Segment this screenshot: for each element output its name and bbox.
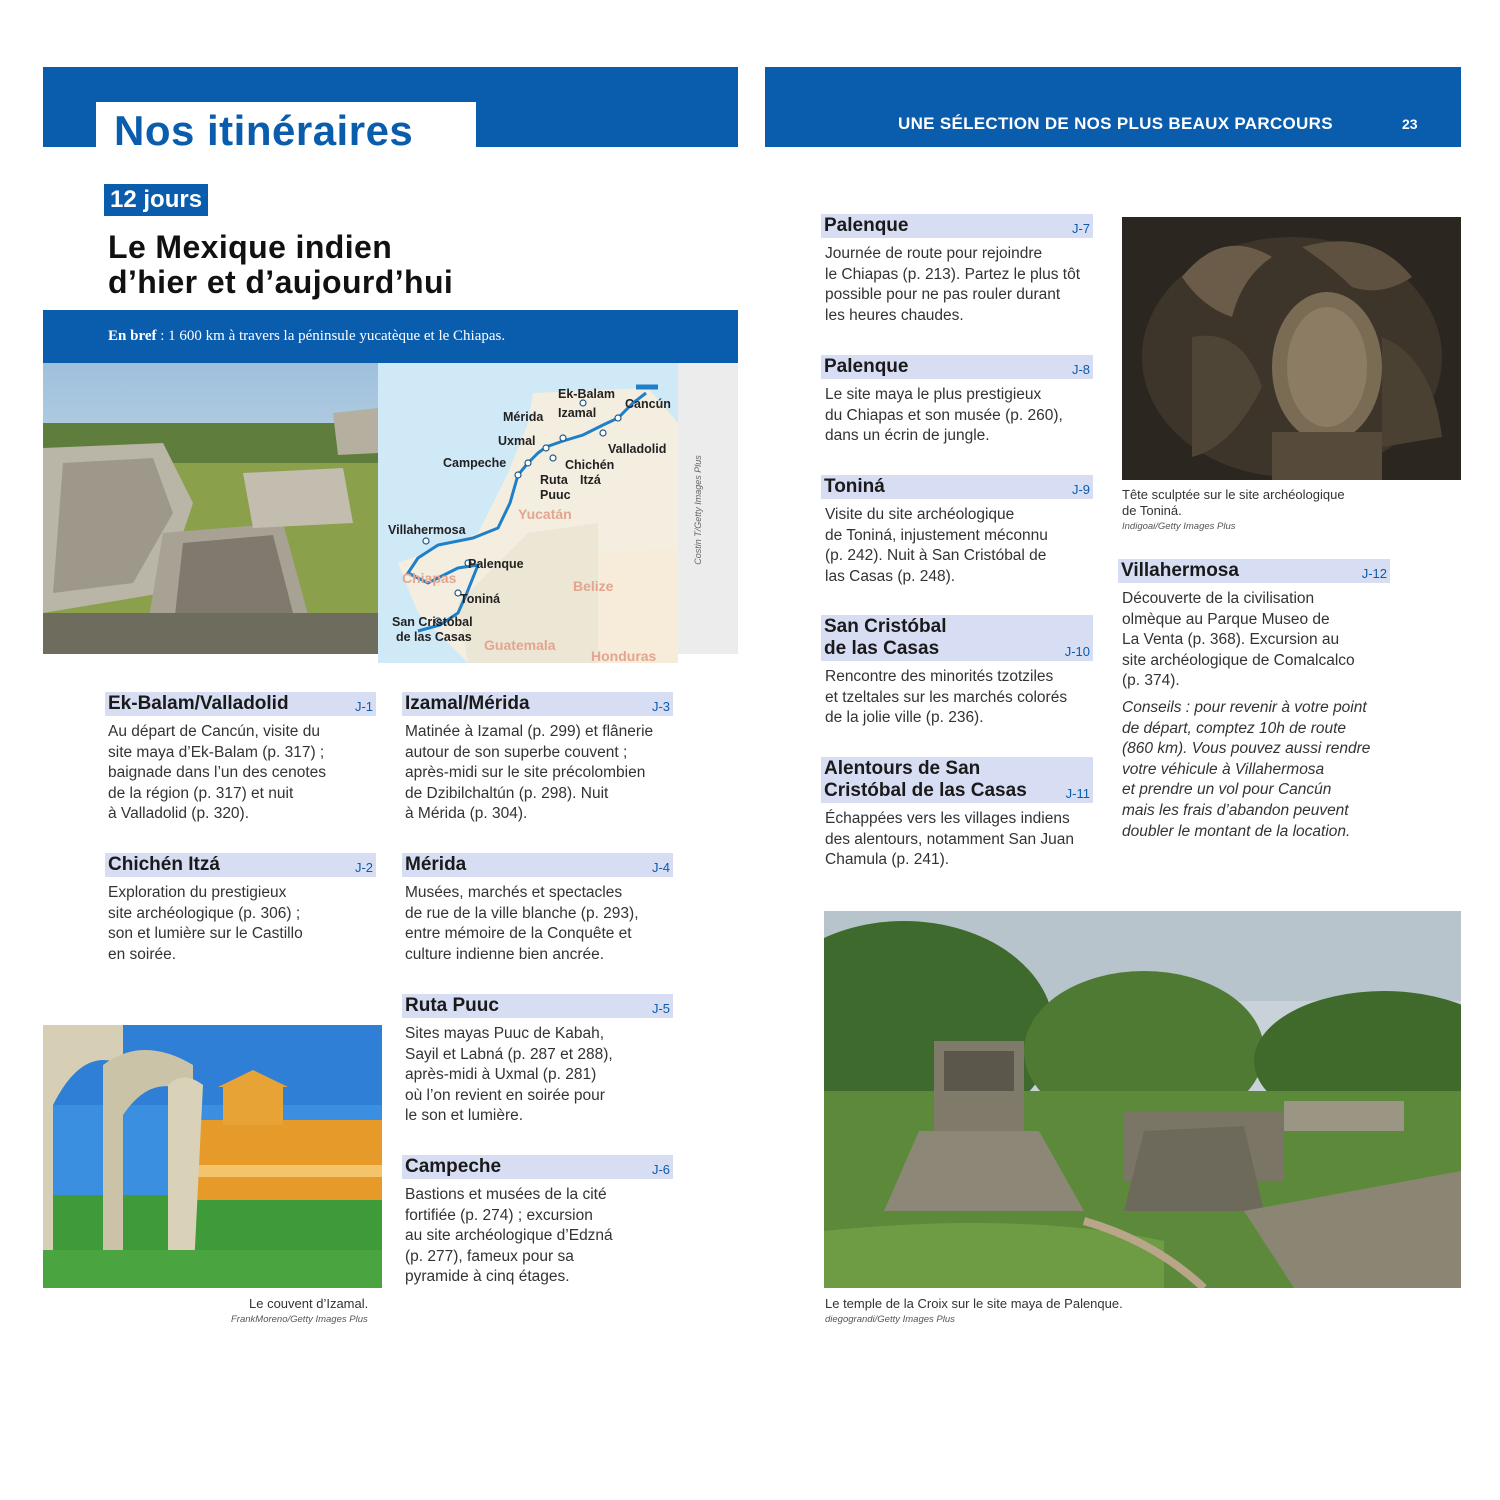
tips-line: doubler le montant de la location. — [1122, 822, 1351, 840]
day-line: le son et lumière. — [405, 1107, 524, 1125]
day-line: Le site maya le plus prestigieux — [825, 386, 1042, 403]
day-place: Palenque — [824, 215, 909, 236]
map-label-tonina: Toniná — [460, 592, 501, 606]
tips-line: Conseils : pour revenir à votre point — [1122, 699, 1367, 716]
day-description-j11 — [825, 809, 1074, 871]
day-place: Chichén Itzá — [108, 854, 220, 875]
day-place: Toniná — [824, 476, 885, 497]
map-label-campeche: Campeche — [443, 456, 507, 470]
photo-tonina-carved-head — [1122, 217, 1461, 480]
day-line: La Venta (p. 368). Excursion au — [1122, 631, 1340, 649]
day-line: Sayil et Labná (p. 287 et 288), — [405, 1045, 613, 1063]
izamal-illustration — [43, 1025, 382, 1288]
day-line: site archéologique de Comalcalco — [1122, 651, 1355, 669]
day-header-j2 — [105, 853, 376, 877]
day-description-j7 — [825, 244, 1080, 326]
map-label-izamal: Izamal — [558, 406, 597, 420]
day-line: (p. 242). Nuit à San Cristóbal de — [825, 547, 1047, 565]
day-description-j6 — [405, 1185, 613, 1288]
day-number: J-7 — [1071, 221, 1090, 236]
day-number: J-9 — [1071, 482, 1090, 497]
itinerary-title-line: d’hier et d’aujourd’hui — [108, 264, 454, 300]
tips-line: mais les frais d’abandon peuvent — [1122, 801, 1349, 819]
day-line: Au départ de Cancún, visite du — [108, 723, 320, 740]
day-line: Musées, marchés et spectacles — [405, 884, 623, 901]
day-line: fortifiée (p. 274) ; excursion — [405, 1206, 593, 1224]
day-line: Matinée à Izamal (p. 299) et flânerie — [405, 723, 654, 740]
map-label-ruta: Ruta — [540, 473, 568, 487]
mask-caption-line: Tête sculptée sur le site archéologique — [1122, 487, 1345, 502]
map-label-belize: Belize — [573, 578, 614, 594]
ruins-illustration — [43, 363, 378, 654]
map-label-chiapas: Chiapas — [402, 570, 457, 586]
day-line: autour de son superbe couvent ; — [405, 743, 628, 761]
day-line: après-midi à Uxmal (p. 281) — [405, 1066, 597, 1084]
day-line: des alentours, notamment San Juan — [825, 830, 1075, 848]
day-line: après-midi sur le site précolombien — [405, 764, 646, 782]
day-header-j12 — [1118, 559, 1390, 583]
header-band-right — [765, 67, 1461, 147]
day-number: J-6 — [651, 1162, 670, 1177]
day-line: de la région (p. 317) et nuit — [108, 784, 294, 802]
day-line: à Valladolid (p. 320). — [108, 805, 250, 823]
day-description-j10 — [825, 667, 1067, 729]
day-place-line: Alentours de San — [824, 758, 981, 779]
day-header-j9 — [821, 475, 1093, 499]
route-map — [378, 363, 678, 663]
map-label-ek-balam: Ek-Balam — [558, 387, 615, 401]
day-place: Izamal/Mérida — [405, 693, 530, 714]
map-label-merida: Mérida — [503, 410, 544, 424]
day-line: (p. 277), fameux pour sa — [405, 1247, 574, 1265]
day-description-j2 — [108, 883, 303, 965]
day-description-j1 — [108, 722, 326, 825]
day-place — [824, 616, 946, 660]
day-description-j9 — [825, 505, 1048, 587]
map-label-guatemala: Guatemala — [484, 637, 556, 653]
day-number: J-11 — [1065, 786, 1090, 801]
palenque-illustration — [824, 911, 1461, 1288]
map-credit-strip — [678, 363, 738, 654]
day-line: au site archéologique d’Edzná — [405, 1227, 613, 1245]
page-number: 23 — [1402, 116, 1418, 132]
day-line: dans un écrin de jungle. — [825, 427, 990, 445]
map-label-honduras: Honduras — [591, 648, 657, 663]
photo-ek-balam-ruins — [43, 363, 378, 654]
day-place: Mérida — [405, 854, 467, 875]
tips-line: de départ, comptez 10h de route — [1122, 719, 1347, 737]
photo-izamal-convent — [43, 1025, 382, 1288]
day-line: culture indienne bien ancrée. — [405, 945, 605, 963]
day-description-j3 — [405, 722, 653, 825]
day-place-line: San Cristóbal — [824, 616, 947, 637]
day-line: site archéologique (p. 306) ; — [108, 904, 301, 922]
mask-caption — [1122, 487, 1345, 519]
travel-tips — [1122, 698, 1370, 842]
header-subtitle: UNE SÉLECTION DE NOS PLUS BEAUX PARCOURS — [898, 114, 1333, 133]
day-line: (p. 374). — [1122, 672, 1180, 690]
day-line: son et lumière sur le Castillo — [108, 925, 303, 943]
day-place-line: de las Casas — [824, 638, 940, 659]
day-place-line: Cristóbal de las Casas — [824, 780, 1027, 801]
day-header-j5 — [402, 994, 673, 1018]
day-line: site maya d’Ek-Balam (p. 317) ; — [108, 743, 325, 761]
day-line: de Toniná, injustement méconnu — [825, 526, 1048, 544]
day-number: J-10 — [1064, 644, 1090, 659]
day-description-j8 — [825, 385, 1063, 447]
day-line: et tzeltales sur les marchés colorés — [825, 688, 1068, 706]
map-label-palenque: Palenque — [468, 557, 524, 571]
day-line: baignade dans l’un des cenotes — [108, 764, 327, 782]
day-number: J-8 — [1071, 362, 1090, 377]
day-header-j10 — [821, 615, 1093, 661]
itinerary-title-line: Le Mexique indien — [108, 229, 393, 265]
tips-line: (860 km). Vous pouvez aussi rendre — [1122, 740, 1371, 758]
day-line: Découverte de la civilisation — [1122, 590, 1315, 607]
day-header-j6 — [402, 1155, 673, 1179]
route-map-drawing — [378, 363, 678, 663]
day-place — [824, 758, 1027, 802]
day-place: Campeche — [405, 1156, 502, 1177]
day-line: où l’on revient en soirée pour — [405, 1086, 605, 1104]
day-header-j8 — [821, 355, 1093, 379]
mask-credit: Indigoai/Getty Images Plus — [1122, 521, 1236, 532]
map-label-cancun: Cancún — [625, 397, 671, 411]
day-number: J-3 — [651, 699, 670, 714]
duration-badge: 12 jours — [104, 184, 208, 216]
day-header-j4 — [402, 853, 673, 877]
day-line: de rue de la ville blanche (p. 293), — [405, 904, 639, 922]
day-number: J-1 — [354, 699, 373, 714]
mask-caption-line: de Toniná. — [1122, 503, 1182, 518]
day-place: Palenque — [824, 356, 909, 377]
photo-palenque-temple — [824, 911, 1461, 1288]
day-line: Exploration du prestigieux — [108, 884, 287, 901]
day-line: Chamula (p. 241). — [825, 851, 950, 869]
tips-line: et prendre un vol pour Cancún — [1122, 781, 1332, 799]
day-line: les heures chaudes. — [825, 306, 964, 324]
day-line: Journée de route pour rejoindre — [825, 245, 1043, 262]
day-line: Visite du site archéologique — [825, 506, 1015, 523]
palenque-credit: diegograndi/Getty Images Plus — [825, 1314, 955, 1325]
map-label-uxmal: Uxmal — [498, 434, 536, 448]
day-place: Villahermosa — [1121, 560, 1239, 581]
day-line: Échappées vers les villages indiens — [825, 810, 1070, 827]
day-line: du Chiapas et son musée (p. 260), — [825, 406, 1063, 424]
brief-text: : 1 600 km à travers la péninsule yucatèque et le Chiapas. — [156, 328, 506, 344]
itinerary-title — [108, 230, 453, 300]
izamal-credit: FrankMoreno/Getty Images Plus — [231, 1314, 368, 1325]
map-label-itza: Itzá — [580, 473, 601, 487]
day-line: de Dzibilchaltún (p. 298). Nuit — [405, 784, 609, 802]
day-line: pyramide à cinq étages. — [405, 1268, 570, 1286]
map-label-yucatan: Yucatán — [518, 506, 572, 522]
map-label-puuc: Puuc — [540, 488, 571, 502]
day-line: entre mémoire de la Conquête et — [405, 925, 632, 943]
brief-band — [43, 310, 738, 363]
map-credit: Costin T/Getty Images Plus — [693, 455, 703, 565]
day-line: en soirée. — [108, 945, 177, 963]
brief-label: En bref — [108, 328, 157, 344]
day-line: à Mérida (p. 304). — [405, 805, 528, 823]
page-title: Nos itinéraires — [114, 107, 414, 154]
day-line: possible pour ne pas rouler durant — [825, 286, 1061, 304]
palenque-caption: Le temple de la Croix sur le site maya de Palenque. — [825, 1296, 1123, 1311]
map-label-de-las-casas: de las Casas — [396, 630, 472, 644]
day-description-j12 — [1122, 589, 1355, 692]
day-header-j11 — [821, 757, 1093, 803]
map-label-valladolid: Valladolid — [608, 442, 667, 456]
day-line: le Chiapas (p. 213). Partez le plus tôt — [825, 265, 1081, 283]
day-line: olmèque au Parque Museo de — [1122, 610, 1330, 628]
day-header-j1 — [105, 692, 376, 716]
day-header-j3 — [402, 692, 673, 716]
tips-line: votre véhicule à Villahermosa — [1122, 760, 1325, 778]
map-label-san-cristobal: San Cristóbal — [392, 615, 473, 629]
day-line: las Casas (p. 248). — [825, 567, 956, 585]
day-line: de la jolie ville (p. 236). — [825, 709, 984, 727]
day-number: J-2 — [354, 860, 373, 875]
map-label-chichen: Chichén — [565, 458, 615, 472]
day-place: Ek-Balam/Valladolid — [108, 693, 289, 714]
day-line: Bastions et musées de la cité — [405, 1186, 607, 1203]
day-number: J-4 — [651, 860, 670, 875]
day-line: Sites mayas Puuc de Kabah, — [405, 1025, 605, 1042]
day-place: Ruta Puuc — [405, 995, 499, 1016]
day-number: J-12 — [1361, 566, 1387, 581]
day-line: Rencontre des minorités tzotziles — [825, 668, 1054, 685]
carved-head-illustration — [1122, 217, 1461, 480]
day-description-j5 — [405, 1024, 613, 1127]
day-description-j4 — [405, 883, 639, 965]
izamal-caption: Le couvent d’Izamal. — [249, 1296, 369, 1311]
day-header-j7 — [821, 214, 1093, 238]
day-number: J-5 — [651, 1001, 670, 1016]
map-label-villahermosa: Villahermosa — [388, 523, 466, 537]
